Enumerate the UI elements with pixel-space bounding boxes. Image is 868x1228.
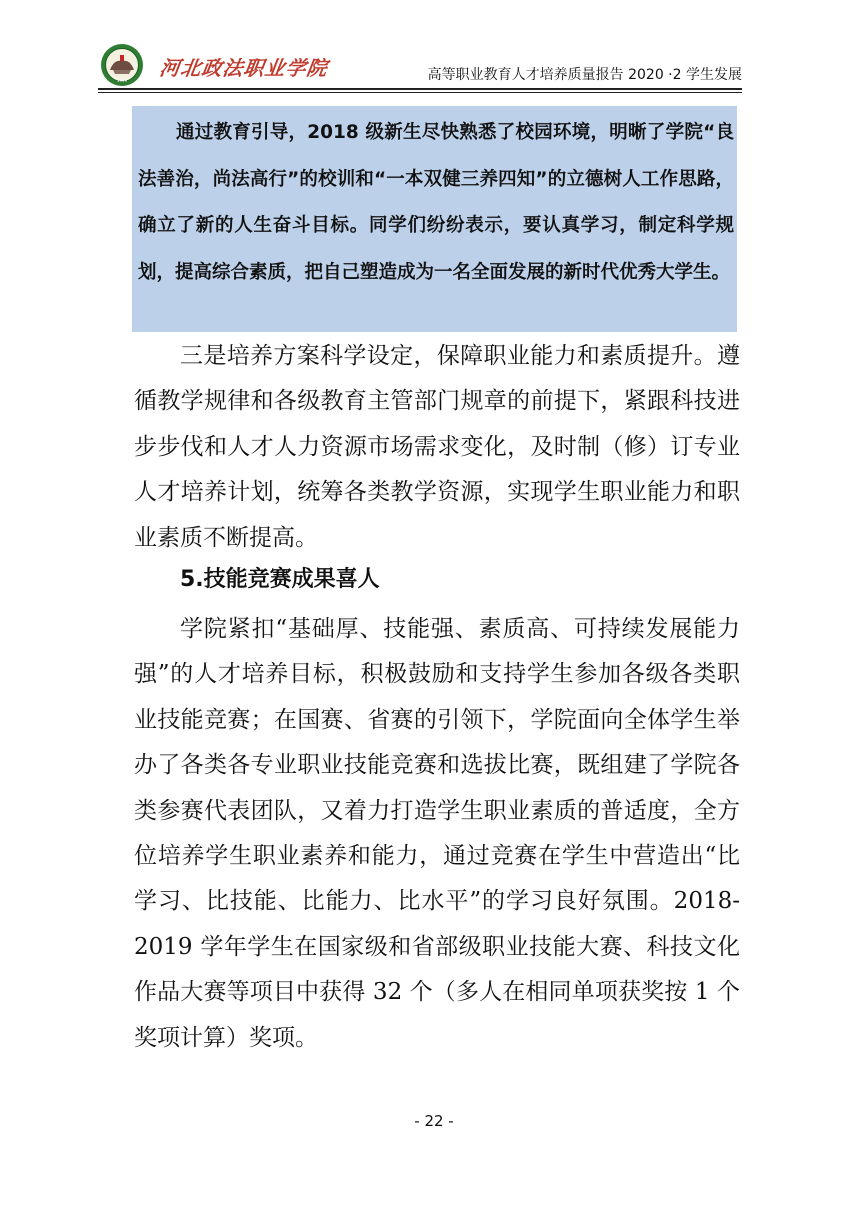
page-number: - 22 - [414,1112,454,1130]
report-title: 高等职业教育人才培养质量报告 2020 ·2 学生发展 [427,67,742,83]
header-rule [98,88,742,90]
seal-year: 1949 [116,78,128,83]
school-name: 河北政法职业学院 [158,56,330,80]
header-rule-thin [98,92,742,93]
section-heading: 5.技能竞赛成果喜人 [180,567,380,592]
paragraph-skills-competition: 学院紧扣“基础厚、技能强、素质高、可持续发展能力强”的人才培养目标，积极鼓励和支持学生参加各级各类职业技能竞赛；在国赛、省赛的引领下，学院面向全体学生举办了各类各专业职业技能竞赛和选拔比赛，既组建了学院各类参赛代表团队，又着力打造学生职业素质的普适度，全方位培养学生职业素养和能力，通过竞赛在学生中营造出“比学习、比技能、比能力、比水平”的学习良好氛围。2018-2019 学年学生在国家级和省部级职业技能大赛、科技文化作品大赛等项目中获得 32 个（多人在相同单项获奖按 1 个奖项计算）奖项。 [134,616,740,1051]
highlight-box-text: 通过教育引导，2018 级新生尽快熟悉了校园环境，明晰了学院“良法善治，尚法高行”的校训和“一本双健三养四知”的立德树人工作思路，确立了新的人生奋斗目标。同学们纷纷表示，要认真学习，制定科学规划，提高综合素质，把自己塑造成为一名全面发展的新时代优秀大学生。 [138,122,734,283]
school-seal-icon [100,43,144,87]
page-header [98,40,742,88]
paragraph-training-plan: 三是培养方案科学设定，保障职业能力和素质提升。遵循教学规律和各级教育主管部门规章的前提下，紧跟科技进步步伐和人才人力资源市场需求变化，及时制（修）订专业人才培养计划，统筹各类教学资源，实现学生职业能力和职业素质不断提高。 [134,343,740,551]
